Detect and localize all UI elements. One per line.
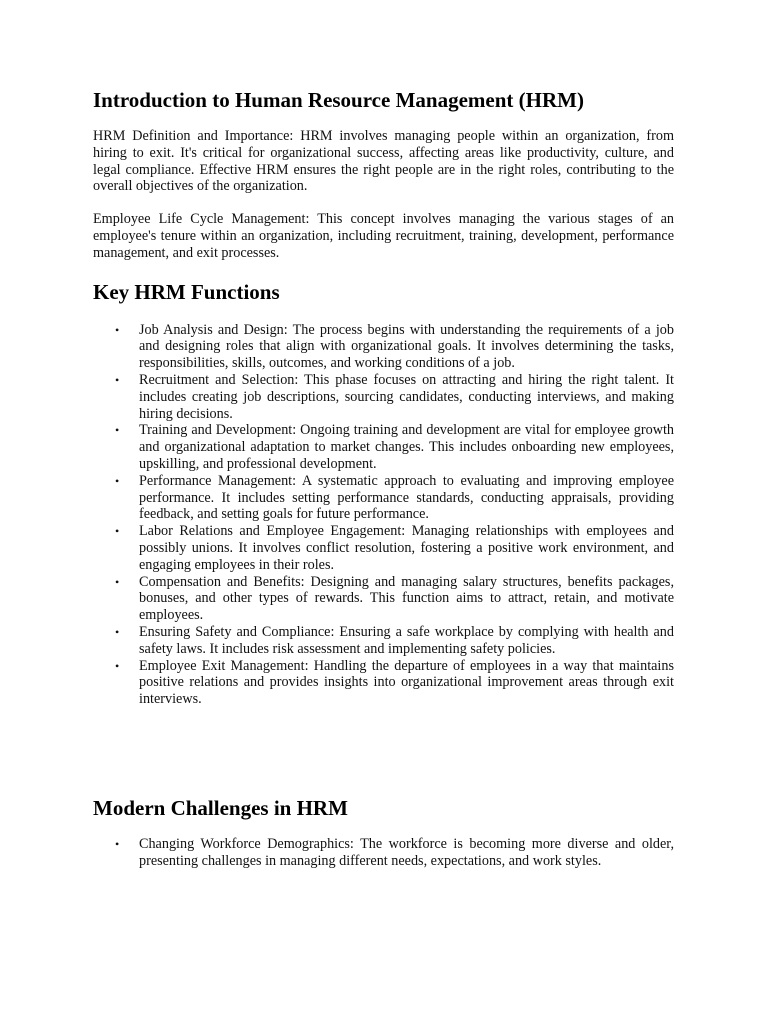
bullet-icon: • (115, 836, 120, 851)
functions-heading: Key HRM Functions (93, 279, 280, 304)
list-item (93, 422, 674, 472)
list-item-text: Compensation and Benefits: Designing and managing salary structures, benefits packages, bonuses, and other types of rewards. This function aims to attract, retain, and motivate employees. (139, 573, 674, 624)
list-item-text: Training and Development: Ongoing training and development are vital for employee growth and organizational adaptation to market changes. This includes onboarding new employees, upskilling, and professional development. (139, 422, 674, 472)
bullet-icon: • (115, 658, 120, 673)
list-item (93, 836, 674, 870)
list-item-text: Ensuring Safety and Compliance: Ensuring a safe workplace by complying with health and safety laws. It includes risk assessment and implementing safety policies. (139, 623, 674, 657)
bullet-icon: • (115, 372, 120, 387)
list-item (93, 322, 674, 372)
intro-heading: Introduction to Human Resource Management (HRM) (93, 88, 584, 112)
list-item-text: Labor Relations and Employee Engagement: Managing relationships with employees and possibly unions. It involves conflict resolution, fostering a positive work environment, and engaging employees in their roles. (139, 523, 674, 573)
bullet-icon: • (115, 322, 120, 337)
list-item (93, 523, 674, 573)
bullet-icon: • (115, 574, 120, 589)
challenges-list (93, 836, 674, 870)
list-item (93, 658, 674, 708)
bullet-icon: • (115, 423, 120, 438)
intro-paragraph-lifecycle: Employee Life Cycle Management: This concept involves managing the various stages of an employee's tenure within an organization, including recruitment, training, development, performance management, and exit processes. (93, 211, 674, 261)
intro-paragraph-definition: HRM Definition and Importance: HRM involves managing people within an organization, from hiring to exit. It's critical for organizational success, affecting areas like productivity, culture, and legal compliance. Effective HRM ensures the right people are in the right roles, contributing to the overall objectives of the organization. (93, 128, 674, 195)
list-item-text: Performance Management: A systematic approach to evaluating and improving employee performance. It includes setting performance standards, conducting appraisals, providing feedback, and setting goals for future performance. (139, 472, 674, 523)
challenges-heading: Modern Challenges in HRM (93, 795, 348, 820)
list-item-text: Employee Exit Management: Handling the departure of employees in a way that maintains positive relations and provides insights into organizational improvement areas through exit interviews. (139, 657, 674, 708)
bullet-icon: • (115, 624, 120, 639)
list-item (93, 624, 674, 658)
functions-list (93, 322, 674, 708)
list-item-text: Changing Workforce Demographics: The workforce is becoming more diverse and older, presenting challenges in managing different needs, expectations, and work styles. (139, 835, 674, 869)
bullet-icon: • (115, 524, 120, 539)
list-item (93, 473, 674, 523)
bullet-icon: • (115, 473, 120, 488)
document-body (93, 86, 674, 870)
list-item-text: Job Analysis and Design: The process begins with understanding the requirements of a job and designing roles that align with organizational goals. It involves determining the tasks, responsibilities, skills, outcomes, and working conditions of a job. (139, 321, 674, 372)
list-item (93, 372, 674, 422)
list-item (93, 574, 674, 624)
list-item-text: Recruitment and Selection: This phase focuses on attracting and hiring the right talent. It includes creating job descriptions, sourcing candidates, conducting interviews, and making hiring decisions. (139, 371, 674, 422)
